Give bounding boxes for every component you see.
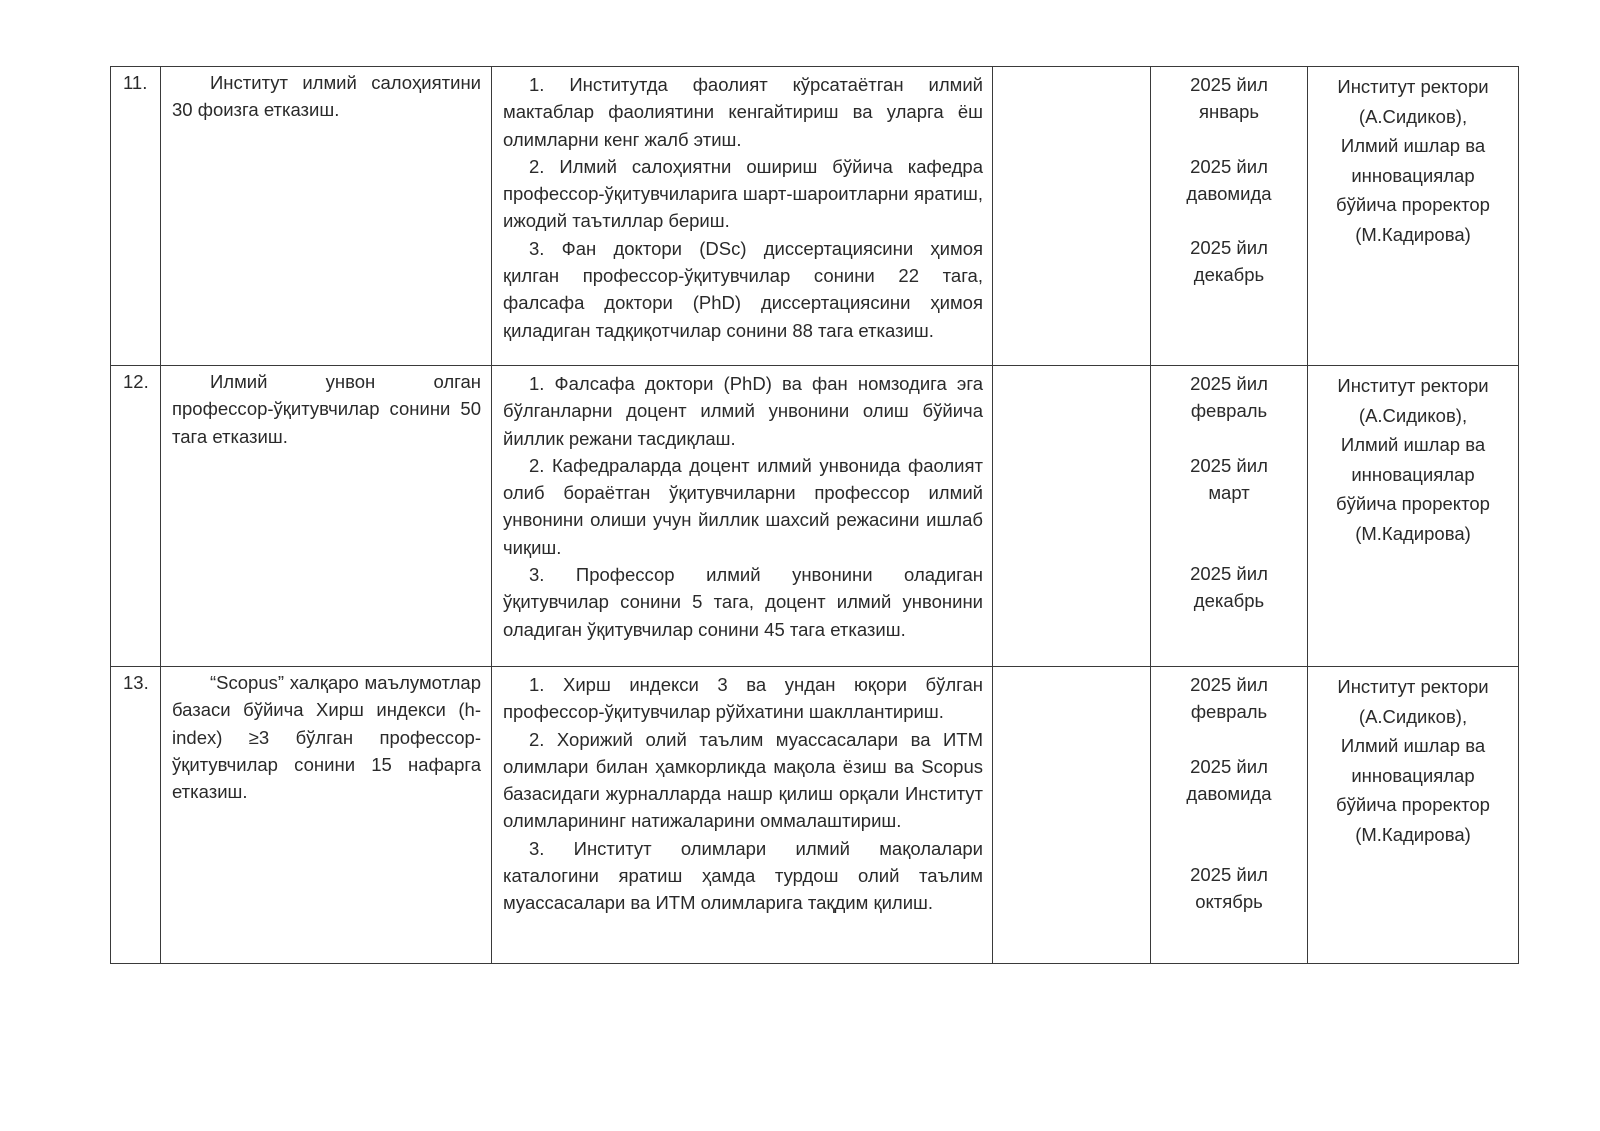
empty-cell [993,667,1151,964]
deadline-cell [1151,366,1308,667]
task-text: “Scopus” халқаро маълумотлар базаси бўйича Хирш индекси (h-index) ≥3 бўлган профессор-ўқитувчилар сонини 15 нафарга етказиш. [172,672,481,803]
actions-cell [492,667,993,964]
row-number-cell [111,667,161,964]
task-text: Институт илмий салоҳиятини 30 фоизга етказиш. [172,72,481,121]
deadline-period: декабрь [1193,264,1265,286]
deadline-period: март [1208,481,1250,503]
responsible-line: (А.Сидиков), [1358,105,1468,127]
actions-cell [492,67,993,366]
responsible-cell [1308,67,1519,366]
responsible-cell [1308,366,1519,667]
plan-table [110,66,1519,964]
deadline-year: 2025 йил [1190,563,1268,585]
responsible-cell [1308,667,1519,964]
action-item: 1. Институтда фаолият кўрсатаётган илмий мактаблар фаолиятини кенгайтириш ва уларга ёш олимларни кенг жалб этиш. [503,74,983,150]
responsible-line: Илмий ишлар ва [1340,135,1486,156]
responsible-line: Институт ректори [1337,76,1489,97]
row-number: 12. [123,371,149,392]
row-number: 13. [123,672,149,693]
deadline-year: 2025 йил [1190,373,1268,394]
empty-cell [993,67,1151,366]
task-cell [161,366,492,667]
responsible-line: (М.Кадирова) [1355,823,1471,845]
table-row [111,366,1519,667]
deadline-year: 2025 йил [1190,237,1268,259]
empty-cell [993,366,1151,667]
responsible-line: (М.Кадирова) [1355,522,1471,544]
responsible-line: бўйича проректор [1336,194,1490,215]
action-item: 2. Кафедраларда доцент илмий унвонида фаолият олиб бораётган ўқитувчиларни профессор илмий унвонини олиши учун йиллик шахсий режасини ишлаб чиқиш. [503,454,983,558]
action-item: 2. Илмий салоҳиятни ошириш бўйича кафедра профессор-ўқитувчиларига шарт-шароитларни яратиш, ижодий таътиллар бериш. [503,155,983,232]
row-number: 11. [123,72,148,93]
responsible-line: Илмий ишлар ва [1340,434,1486,455]
responsible-line: бўйича проректор [1336,794,1490,815]
responsible-line: (А.Сидиков), [1358,404,1468,426]
responsible-line: (М.Кадирова) [1355,223,1471,245]
task-cell [161,67,492,366]
deadline-cell [1151,667,1308,964]
responsible-line: бўйича проректор [1336,493,1490,514]
table-row [111,67,1519,366]
deadline-period: декабрь [1193,590,1265,612]
responsible-line: Институт ректори [1337,676,1489,697]
deadline-year: 2025 йил [1190,674,1268,695]
action-item: 2. Хорижий олий таълим муассасалари ва ИТМ олимлари билан ҳамкорликда мақола ёзиш ва Scopus базасидаги журналларда нашр қилиш орқали Институт олимларининг натижаларини оммалаштириш. [503,728,983,832]
task-cell [161,667,492,964]
action-item: 3. Институт олимлари илмий мақолалари каталогини яратиш ҳамда турдош олий таълим муассасалари ва ИТМ олимларига тақдим қилиш. [503,837,983,914]
deadline-period: давомида [1186,782,1272,804]
responsible-line: Илмий ишлар ва [1340,735,1486,756]
row-number-cell [111,67,161,366]
deadline-period: январь [1198,101,1260,123]
deadline-period: февраль [1190,701,1268,723]
deadline-year: 2025 йил [1190,755,1268,777]
deadline-period: давомида [1186,182,1272,204]
deadline-year: 2025 йил [1190,864,1268,886]
deadline-year: 2025 йил [1190,454,1268,476]
responsible-line: Институт ректори [1337,375,1489,396]
deadline-cell [1151,67,1308,366]
responsible-line: инновациялар [1351,164,1475,186]
responsible-line: инновациялар [1351,764,1475,786]
deadline-period: октябрь [1195,891,1263,913]
table-row [111,667,1519,964]
action-item: 1. Фалсафа доктори (PhD) ва фан номзодига эга бўлганларни доцент илмий унвонини олиш бўйича йиллик режани тасдиқлаш. [503,373,983,449]
deadline-year: 2025 йил [1190,74,1268,95]
action-item: 3. Фан доктори (DSc) диссертациясини ҳимоя қилган профессор-ўқитувчилар сонини 22 тага, фалсафа доктори (PhD) диссертациясини ҳимоя қиладиган тадқиқотчилар сонини 88 тага етказиш. [503,237,983,341]
row-number-cell [111,366,161,667]
responsible-line: инновациялар [1351,463,1475,485]
task-text: Илмий унвон олган профессор-ўқитувчилар сонини 50 тага етказиш. [172,371,481,447]
deadline-period: февраль [1190,400,1268,422]
responsible-line: (А.Сидиков), [1358,705,1468,727]
deadline-year: 2025 йил [1190,155,1268,177]
action-item: 3. Профессор илмий унвонини оладиган ўқитувчилар сонини 5 тага, доцент илмий унвонини оладиган ўқитувчилар сонини 45 тага етказиш. [503,564,983,640]
action-item: 1. Хирш индекси 3 ва ундан юқори бўлган профессор-ўқитувчилар рўйхатини шакллантириш. [503,674,983,723]
actions-cell [492,366,993,667]
